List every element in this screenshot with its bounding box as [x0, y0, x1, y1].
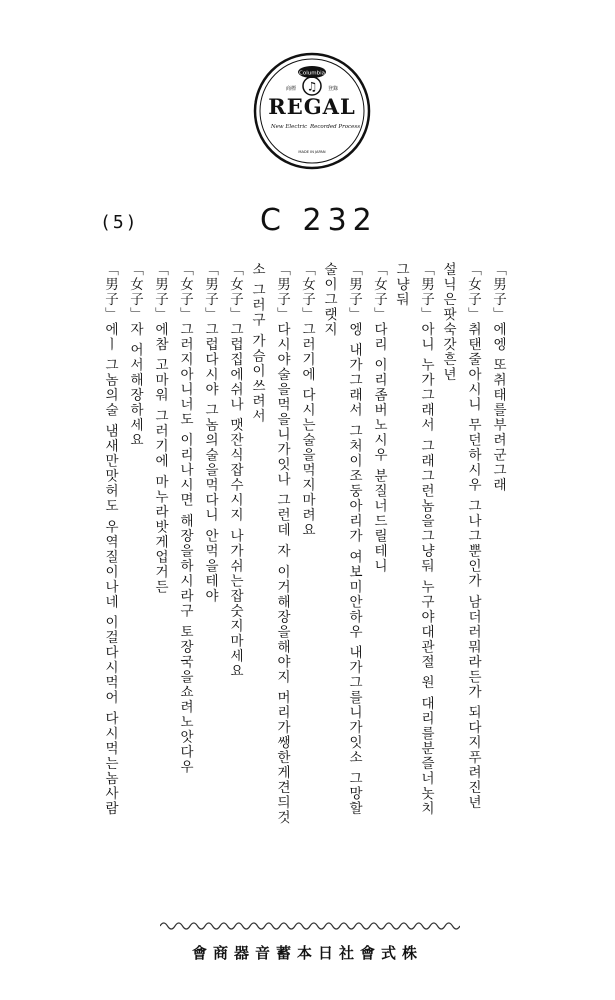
- lyric-line: 「女子」그러지아니너도 이리나시면 해장을하시라구 토장국을쇼려노앗다우: [177, 262, 193, 775]
- label-trademark-text: 商標: [285, 86, 297, 92]
- lyric-line: 「男子」엥 내가그래서 그처이조둥아리가 여보미안하우 내가그를니가잇소 그망할: [346, 262, 362, 816]
- lyric-line: 「男子」에참 고마워 그러기에 마누라밧게업거든: [152, 262, 168, 595]
- lyric-line: 소 그러구 가슴이쓰려서: [249, 262, 265, 424]
- publisher-footer: 會商器音蓄本日社會式株: [191, 944, 423, 962]
- lyric-line: 「女子」그럽집에쉬나 맷잔식잡수시지 나가쉬는잡숫지마세요: [227, 262, 243, 679]
- lyric-line: 「男子」아니 누가그래서 그래그런놈을그냥둬 누구야대관절 원 대리를분즐너놋치: [418, 262, 434, 816]
- lyric-line: 「男子」에엥 또취태를부려군그래: [490, 262, 506, 493]
- lyric-line: 설닉은팟숙갓흔년: [440, 262, 456, 382]
- lyric-line: 「女子」그러기에 다시는술을먹지마려요: [299, 262, 315, 538]
- lyric-line: 「女子」취탠줄아시니 무던하시우 그나그뿐인가 남더러뭐라든가 되다지푸려진년: [465, 262, 481, 811]
- label-made-in-text: MADE IN JAPAN: [298, 150, 326, 154]
- label-registered-text: 登錄: [327, 86, 339, 92]
- label-recorded-process-text: Recorded Process: [309, 124, 361, 130]
- lyric-line: 「女子」다리 이리좀버노시우 분질너드릴테니: [371, 262, 387, 574]
- page-number: (5): [100, 212, 139, 233]
- lyric-line: 술이그랫지: [321, 262, 337, 337]
- music-note-icon: ♫: [306, 79, 318, 94]
- lyric-line: 「女子」자 어서해장하세요: [127, 262, 143, 448]
- lyrics-body: [90, 262, 510, 892]
- lyric-line: 「男子」다시야술을먹을니가잇나 그런데 자 이거해장을해야지 머리가쌩한게견듸것: [274, 262, 290, 826]
- catalog-number: C 232: [260, 203, 378, 238]
- regal-record-label-logo: [253, 52, 371, 170]
- lyric-line: 「男子」에ㅣ 그놈의술 냄새만맛허도 우역질이나네 이걸다시먹어 다시먹는놈사람: [102, 262, 118, 816]
- lyric-line: 그냥둬: [393, 262, 409, 307]
- lyric-line: 「男子」그럽다시야 그놈의술을먹다니 안먹을테야: [202, 262, 218, 604]
- label-top-text: Columbia: [299, 70, 325, 77]
- ornamental-divider: [160, 920, 460, 932]
- label-new-electric-text: New Electric: [270, 124, 308, 130]
- label-brand-text: REGAL: [268, 94, 356, 119]
